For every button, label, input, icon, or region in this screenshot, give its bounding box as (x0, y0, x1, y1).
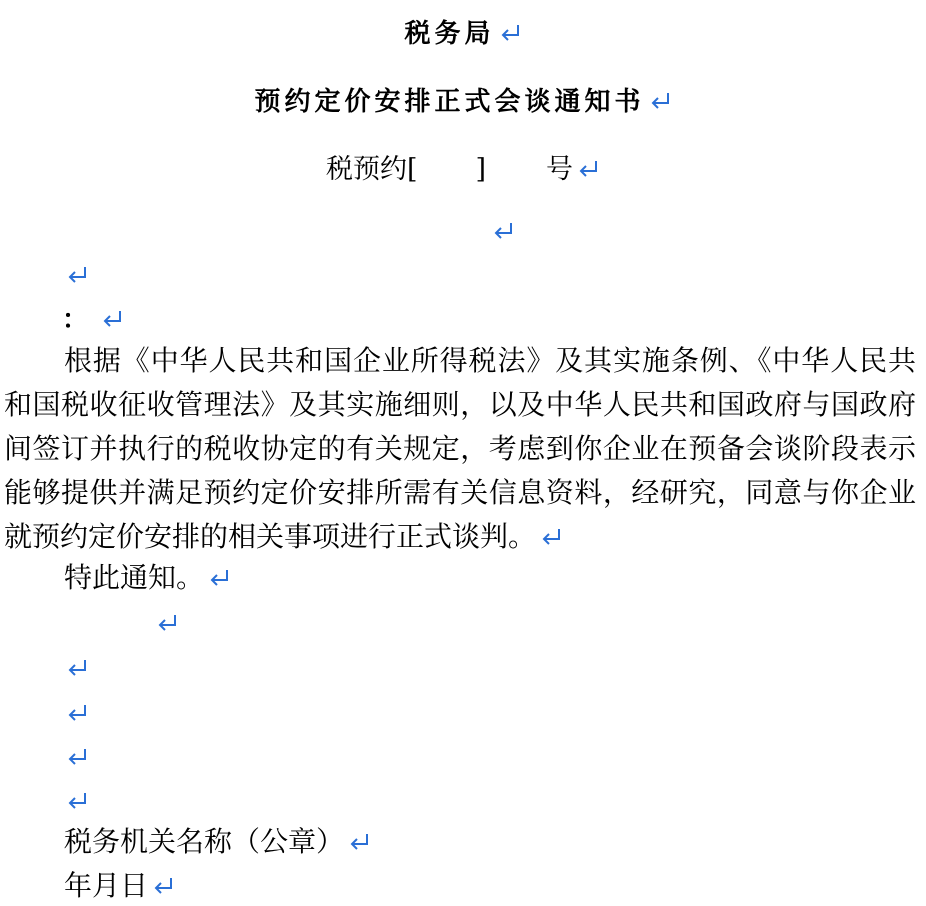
paragraph-mark-icon (207, 567, 231, 589)
paragraph-mark-icon (347, 831, 371, 853)
paragraph-mark-icon (65, 746, 89, 768)
date (64, 868, 175, 904)
closing (64, 560, 231, 596)
signature (64, 824, 371, 860)
number-bracket-right: ] (475, 154, 487, 185)
paragraph-mark-icon (65, 702, 89, 724)
paragraph-mark-icon (155, 612, 179, 634)
date-text: 年月日 (64, 869, 149, 902)
salutation-text: ： (62, 305, 89, 335)
signature-text: 税务机关名称（公章） (64, 825, 345, 858)
paragraph-mark-icon (65, 264, 89, 286)
paragraph-mark-icon (498, 22, 522, 44)
paragraph-mark-icon (151, 875, 175, 897)
empty-paragraph (152, 606, 179, 642)
salutation (62, 302, 124, 338)
empty-paragraph (62, 651, 89, 687)
paragraph-mark-icon (576, 158, 600, 180)
paragraph-mark-icon (648, 90, 672, 112)
empty-paragraph (488, 214, 515, 250)
paragraph-mark-icon (65, 790, 89, 812)
empty-paragraph (62, 740, 89, 776)
issuer-heading (0, 16, 926, 52)
empty-paragraph (62, 696, 89, 732)
body-paragraph (4, 339, 916, 559)
paragraph-mark-icon (65, 657, 89, 679)
paragraph-mark-icon (539, 526, 563, 548)
empty-paragraph (62, 784, 89, 820)
number-bracket-left: [ (406, 154, 418, 185)
number-prefix: 税预约 (325, 154, 407, 185)
paragraph-mark-icon (491, 220, 515, 242)
body-text: 根据《中华人民共和国企业所得税法》及其实施条例、《中华人民共和国税收征收管理法》及其实施细则，以及中华人民共和国政府与国政府间签订并执行的税收协定的有关规定，考虑到你企业在预备会谈阶段表示能够提供并满足预约定价安排所需有关信息资料，经研究，同意与你企业就预约定价安排的相关事项进行正式谈判。 (4, 344, 916, 553)
empty-paragraph (62, 258, 89, 294)
document-number (0, 152, 926, 188)
number-suffix: 号 (546, 154, 574, 185)
paragraph-mark-icon (100, 308, 124, 330)
document-title (0, 84, 926, 120)
issuer-text: 税务局 (404, 19, 495, 49)
title-text: 预约定价安排正式会谈通知书 (254, 87, 645, 117)
closing-text: 特此通知。 (64, 561, 205, 594)
